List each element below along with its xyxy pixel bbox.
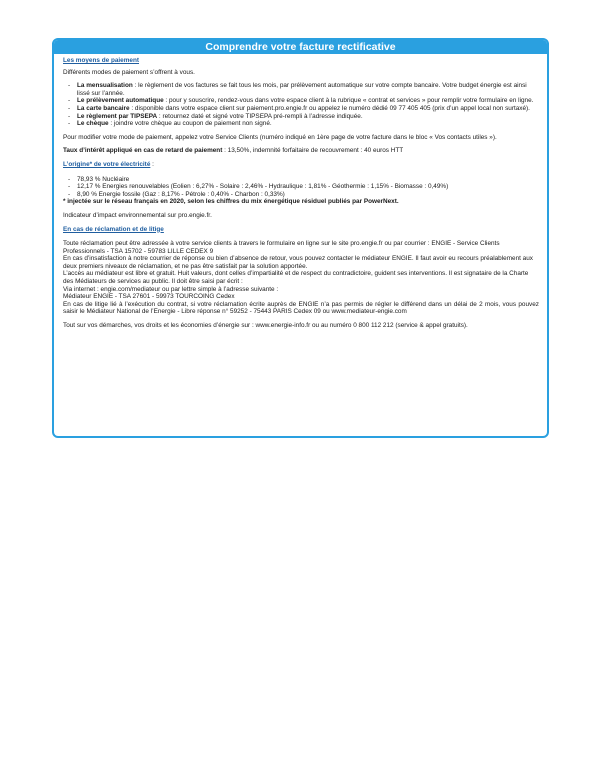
info-panel [52, 38, 549, 438]
list-item: - Le chèque : joindre votre chèque au coupon de paiement non signé. [63, 120, 539, 128]
claims-text: L’accès au médiateur est libre et gratuit. Huit valeurs, dont celles d’impartialité et de respect du contradictoire, guident ses interventions. Il est signataire de la Charte des Médiateurs de services au public. Il doit être saisi par écrit : [63, 270, 529, 286]
list-item: - Le prélèvement automatique : pour y souscrire, rendez-vous dans votre espace client à la rubrique « contrat et services » pour remplir votre formulaire en ligne. [63, 97, 539, 105]
mediator-address: Médiateur ENGIE - TSA 27601 - 59973 TOURCOING Cedex [63, 293, 235, 301]
payment-heading: Les moyens de paiement [63, 57, 140, 64]
panel-title: Comprendre votre facture rectificative [54, 40, 547, 54]
payment-modify-text: Pour modifier votre mode de paiement, appelez votre Service Clients (numéro indiqué en 1ère page de votre facture dans le bloc « Vos contacts utiles »). [63, 133, 497, 141]
late-rate-text: Taux d’intérêt appliqué en cas de retard de paiement : 13,50%, indemnité forfaitaire de recouvrement : 40 euros HTT [63, 147, 404, 155]
list-item: - 78,93 % Nucléaire [63, 176, 539, 184]
list-item: - Le règlement par TIPSEPA : retournez daté et signé votre TIPSEPA pré-rempli à l’adresse indiquée. [63, 113, 539, 121]
environment-indicator: Indicateur d’impact environnemental sur pro.engie.fr. [63, 211, 212, 219]
energy-info-text: Tout sur vos démarches, vos droits et les économies d’énergie sur : www.energie-info.fr ou au numéro 0 800 112 212 (service & appel gratuits). [63, 322, 468, 330]
claims-heading: En cas de réclamation et de litige [63, 225, 164, 233]
list-item: - 8,90 % Energie fossile (Gaz : 8,17% - Pétrole : 0,40% - Charbon : 0,33%) [63, 191, 539, 199]
claims-text: En cas de litige lié à l’exécution du contrat, si votre réclamation écrite auprès de ENGIE n’a pas permis de régler le différend dans un délai de 2 mois, vous pouvez saisir le Médiateur National de l’Energie - Libre réponse n° 59252 - 75443 PARIS Cedex 09 ou www.mediateur-engie.com [63, 300, 539, 316]
list-item: - 12,17 % Energies renouvelables (Eolien : 6,27% - Solaire : 2,46% - Hydraulique : 1,81% - Géothermie : 1,15% - Biomasse : 0,49%) [63, 183, 539, 191]
origin-list [63, 176, 539, 199]
claims-text: Toute réclamation peut être adressée à votre service clients à travers le formulaire en ligne sur le site pro.engie.fr ou par courrier : ENGIE - Service Clients Professionnels - TSA 15702 - 59783 LILLE CEDEX 9 [63, 240, 500, 255]
claims-text: En cas d’insatisfaction à notre courrier de réponse ou bien d’absence de retour, vous pouvez contacter le médiateur ENGIE. Il faut avoir eu recours préalablement aux deux premiers niveaux de réclamation, et ne pas être satisfait par la solution apportée. [63, 255, 533, 270]
origin-heading: L’origine* de votre électricité : [63, 160, 154, 168]
claims-text: Via internet : engie.com/mediateur ou par lettre simple à l’adresse suivante : [63, 285, 279, 293]
origin-footnote: * injectée sur le réseau français en 2020, selon les chiffres du mix énergétique résiduel publiés par PowerNext. [63, 198, 399, 206]
payment-list [63, 82, 539, 128]
list-item: - La carte bancaire : disponible dans votre espace client sur paiement.pro.engie.fr ou appelez le numéro dédié 09 77 405 405 (prix d’un appel local non surtaxé). [63, 105, 539, 113]
list-item: - La mensualisation : le règlement de vos factures se fait tous les mois, par prélèvement automatique sur votre compte bancaire. Votre budget énergie est ainsi lissé sur l’année. [63, 82, 539, 97]
payment-intro: Différents modes de paiement s’offrent à vous. [63, 68, 195, 76]
panel-content [54, 54, 547, 330]
